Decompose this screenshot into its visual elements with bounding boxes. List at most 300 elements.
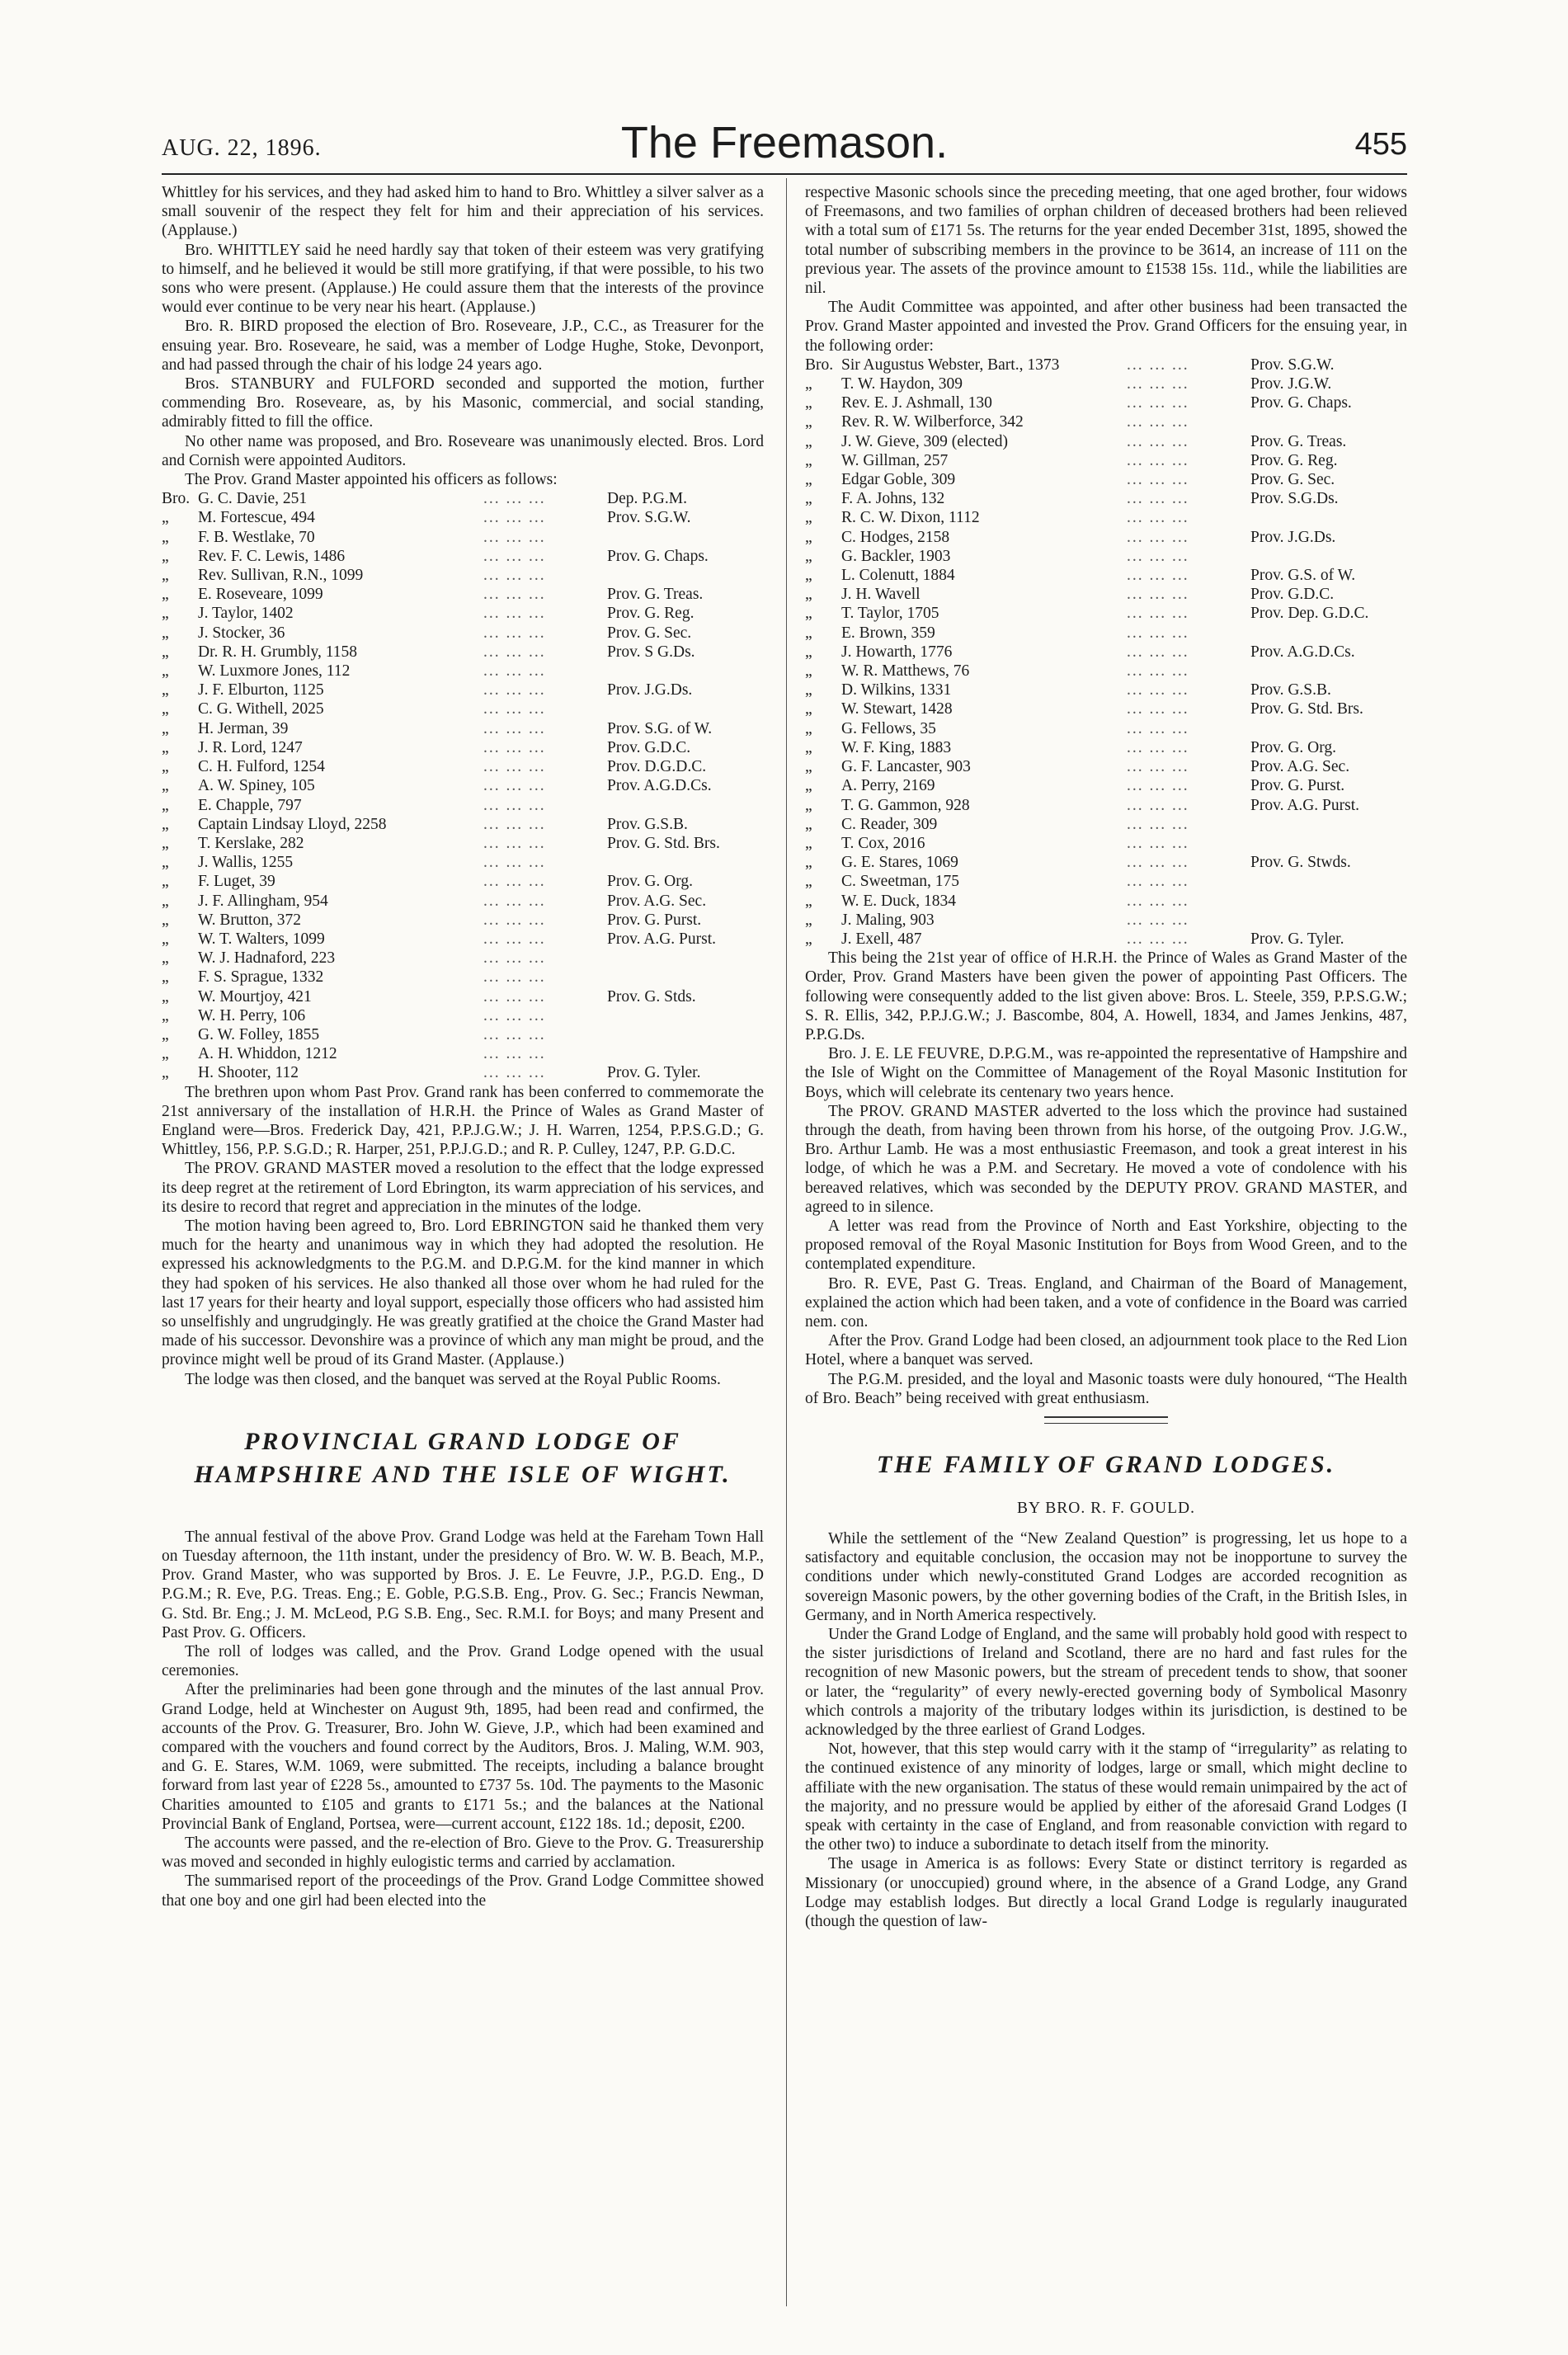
leader-dots: ... ... ... (1127, 892, 1189, 910)
officer-prefix: „ (162, 567, 169, 585)
officer-prefix: „ (162, 624, 169, 642)
leader-dots: ... ... ... (1127, 643, 1189, 661)
officer-name: E. Chapple, 797 (198, 796, 302, 814)
column-separator (786, 178, 787, 2306)
officer-row (162, 853, 764, 872)
paragraph: No other name was proposed, and Bro. Roseveare was unanimously elected. Bros. Lord and Cornish were appointed Auditors. (162, 432, 764, 469)
officer-office: Prov. G. Stwds. (1250, 854, 1351, 872)
page-number: 455 (1354, 127, 1407, 162)
officer-name: J. Exell, 487 (841, 930, 922, 948)
officer-name: T. Kerslake, 282 (198, 834, 304, 852)
leader-dots: ... ... ... (483, 490, 546, 508)
leader-dots: ... ... ... (483, 815, 546, 833)
officer-row (805, 412, 1407, 431)
leader-dots: ... ... ... (1127, 432, 1189, 450)
leader-dots: ... ... ... (483, 796, 546, 814)
paragraph: The PROV. GRAND MASTER adverted to the loss which the province had sustained through the death, from having been thrown from his horse, of the outgoing Prov. J.G.W., Bro. Arthur Lamb. He was a most enthusiastic Freemason, and took a great interest in his lodge, of which he was a P.M. and Secretary. He moved a vote of condolence with his bereaved relatives, which was seconded by the DEPUTY PROV. GRAND MASTER, and agreed to in silence. (805, 1102, 1407, 1216)
leader-dots: ... ... ... (1127, 413, 1189, 431)
officer-row (805, 834, 1407, 853)
officer-name: C. Sweetman, 175 (841, 873, 959, 891)
leader-dots: ... ... ... (1127, 356, 1189, 374)
leader-dots: ... ... ... (483, 968, 546, 987)
officer-office: Prov. D.G.D.C. (607, 758, 707, 776)
officer-name: T. G. Gammon, 928 (841, 796, 970, 814)
officer-prefix: „ (805, 930, 812, 948)
leader-dots: ... ... ... (483, 854, 546, 872)
officer-prefix: „ (805, 413, 812, 431)
officer-office: Dep. P.G.M. (607, 490, 687, 508)
officer-office: Prov. G. Tyler. (1250, 930, 1344, 948)
officer-office (607, 566, 764, 585)
officer-office: Prov. G. Std. Brs. (607, 834, 720, 852)
paragraph: The lodge was then closed, and the banquet was served at the Royal Public Rooms. (185, 1370, 721, 1388)
paragraph: The Prov. Grand Master appointed his officers as follows: (185, 471, 558, 489)
officer-name: Rev. R. W. Wilberforce, 342 (841, 413, 1024, 431)
paragraph: Bro. WHITTLEY said he need hardly say that token of their esteem was very gratifying to himself, and he believed it would be still more gratifying, if that were possible, to his two sons who were present. (Applause.) He could assure them that the interests of the province would ever continue to be very near his heart. (Applause.) (162, 241, 764, 317)
officer-prefix: „ (805, 854, 812, 872)
officer-prefix: „ (805, 375, 812, 393)
paragraph: The motion having been agreed to, Bro. Lord EBRINGTON said he thanked them very much for the hearty and unanimous way in which they had adopted the resolution. He expressed his acknowledgments to the P.G.M. and D.P.G.M. for the kind manner in which they had spoken of his services. He also thanked all those over whom he had ruled for the last 17 years for their hearty and loyal support, especially those officers who had assisted him so unselfishly and ungrudgingly. He was greatly gratified at the choice the Grand Master had made of his successor. Devonshire was a province of which any man might be proud, and the province might well be proud of its Grand Master. (Applause.) (162, 1217, 764, 1369)
leader-dots: ... ... ... (483, 834, 546, 852)
officer-name: H. Shooter, 112 (198, 1064, 299, 1082)
officer-office: Prov. G. Org. (607, 873, 694, 891)
officer-office (1250, 624, 1407, 643)
officer-row (162, 662, 764, 681)
officer-prefix: „ (805, 911, 812, 929)
officer-office: Prov. G. Treas. (1250, 432, 1347, 450)
officer-prefix: „ (162, 796, 169, 814)
leader-dots: ... ... ... (483, 930, 546, 948)
leader-dots: ... ... ... (1127, 854, 1189, 872)
officer-prefix: „ (805, 586, 812, 604)
officer-name: T. Taylor, 1705 (841, 605, 939, 623)
leader-dots: ... ... ... (1127, 586, 1189, 604)
leader-dots: ... ... ... (1127, 834, 1189, 852)
officer-office: Prov. S.G.Ds. (1250, 490, 1339, 508)
officer-office: Prov. G. Purst. (1250, 777, 1345, 795)
officer-name: J. R. Lord, 1247 (198, 738, 303, 756)
officer-row (162, 566, 764, 585)
officer-row (805, 566, 1407, 585)
paragraph: Bros. STANBURY and FULFORD seconded and supported the motion, further commending Bro. Roseveare, as, by his Masonic, commercial, and social standing, admirably fitted to fill the office. (162, 375, 764, 431)
leader-dots: ... ... ... (483, 681, 546, 699)
officer-office: Prov. G. Stds. (607, 987, 696, 1006)
leader-dots: ... ... ... (483, 624, 546, 642)
officer-office (607, 528, 764, 547)
officer-office: Prov. G. Chaps. (1250, 394, 1352, 412)
officer-row (805, 356, 1407, 374)
officer-prefix: „ (805, 605, 812, 623)
paragraph: After the preliminaries had been gone through and the minutes of the last annual Prov. Grand Lodge, held at Winchester on August 9th, 1895, had been read and confirmed, the accounts of the Prov. G. Treasurer, Bro. John W. Gieve, J.P., which had been examined and compared with the vouchers and found correct by the Auditors, Bros. J. Maling, W.M. 903, and G. E. Stares, W.M. 1069, were submitted. The receipts, including a balance brought forward from last year of £228 5s., amounted to £737 5s. 10d. The payments to the Masonic Charities amounted to £105 and grants to £171 5s.; and the balances at the National Provincial Bank of England, Portsea, were—current account, £122 18s. 1d.; deposit, £200. (162, 1681, 764, 1833)
officer-office (1250, 834, 1407, 853)
leader-dots: ... ... ... (483, 738, 546, 756)
officer-office: Prov. S G.Ds. (607, 643, 695, 661)
officer-row (805, 738, 1407, 757)
leader-dots: ... ... ... (1127, 451, 1189, 469)
officer-row (162, 911, 764, 930)
article-heading: PROVINCIAL GRAND LODGE OF HAMPSHIRE AND THE ISLE OF WIGHT. (194, 1427, 732, 1488)
officer-prefix: „ (805, 700, 812, 718)
officer-office: Prov. Dep. G.D.C. (1250, 605, 1369, 623)
officer-office: Prov. G. Treas. (607, 586, 704, 604)
officer-name: F. A. Johns, 132 (841, 490, 945, 508)
paragraph: The roll of lodges was called, and the Prov. Grand Lodge opened with the usual ceremonies. (162, 1643, 764, 1680)
officer-prefix: „ (162, 854, 169, 872)
officer-row (805, 911, 1407, 930)
officer-name: W. H. Perry, 106 (198, 1006, 306, 1024)
officer-row (162, 815, 764, 834)
officer-name: J. Wallis, 1255 (198, 854, 294, 872)
officer-office: Prov. J.G.W. (1250, 375, 1332, 393)
leader-dots: ... ... ... (1127, 930, 1189, 948)
leader-dots: ... ... ... (483, 911, 546, 929)
officer-name: A. W. Spiney, 105 (198, 777, 315, 795)
leader-dots: ... ... ... (483, 528, 546, 546)
officer-row (162, 528, 764, 547)
paragraph: The summarised report of the proceedings of the Prov. Grand Lodge Committee showed that one boy and one girl had been elected into the (162, 1872, 764, 1910)
leader-dots: ... ... ... (483, 892, 546, 910)
officer-office: Prov. A.G. Sec. (1250, 758, 1350, 776)
officer-row (805, 662, 1407, 681)
officer-name: J. Maling, 903 (841, 911, 935, 929)
officer-prefix: „ (805, 719, 812, 737)
officer-name: G. Fellows, 35 (841, 719, 936, 737)
officer-prefix: „ (162, 892, 169, 910)
leader-dots: ... ... ... (483, 777, 546, 795)
officer-prefix: „ (805, 490, 812, 508)
leader-dots: ... ... ... (483, 1064, 546, 1082)
leader-dots: ... ... ... (483, 662, 546, 681)
officer-row (162, 987, 764, 1006)
officer-office: Prov. G. Std. Brs. (1250, 700, 1363, 718)
officer-row (162, 949, 764, 968)
officer-prefix: „ (805, 471, 812, 489)
paragraph: A letter was read from the Province of North and East Yorkshire, objecting to the proposed removal of the Royal Masonic Institution for Boys from Wood Green, and to the contemplated expenditure. (805, 1217, 1407, 1274)
officer-office: Prov. G.S.B. (1250, 681, 1331, 699)
officer-prefix: „ (162, 605, 169, 623)
leader-dots: ... ... ... (483, 987, 546, 1006)
officer-row (805, 757, 1407, 776)
officer-row (162, 699, 764, 718)
officer-row (162, 1063, 764, 1082)
officer-row (162, 968, 764, 987)
officer-name: J. Taylor, 1402 (198, 605, 294, 623)
leader-dots: ... ... ... (1127, 509, 1189, 527)
paragraph: After the Prov. Grand Lodge had been closed, an adjournment took place to the Red Lion Hotel, where a banquet was served. (805, 1332, 1407, 1369)
officer-name: D. Wilkins, 1331 (841, 681, 952, 699)
officer-office: Prov. G. Reg. (1250, 451, 1338, 469)
officer-name: E. Roseveare, 1099 (198, 586, 323, 604)
leader-dots: ... ... ... (483, 1025, 546, 1043)
officer-row (162, 719, 764, 738)
officer-prefix: „ (162, 547, 169, 565)
officer-prefix: „ (805, 892, 812, 910)
officer-row (162, 834, 764, 853)
officer-row (162, 1025, 764, 1044)
officer-office (1250, 872, 1407, 891)
officer-name: W. Luxmore Jones, 112 (198, 662, 351, 681)
officer-name: R. C. W. Dixon, 1112 (841, 509, 980, 527)
officer-office: Prov. G. Org. (1250, 738, 1337, 756)
officer-office: Prov. A.G. Purst. (1250, 796, 1360, 814)
officer-prefix: „ (162, 777, 169, 795)
officer-name: Rev. E. J. Ashmall, 130 (841, 394, 992, 412)
officer-row (162, 1044, 764, 1063)
leader-dots: ... ... ... (1127, 796, 1189, 814)
officer-office (1250, 412, 1407, 431)
officer-row (162, 796, 764, 815)
officer-prefix: „ (805, 547, 812, 565)
officer-prefix: „ (805, 738, 812, 756)
officer-office: Prov. A.G.D.Cs. (607, 777, 712, 795)
officer-name: Rev. F. C. Lewis, 1486 (198, 547, 346, 565)
officer-name: G. F. Lancaster, 903 (841, 758, 971, 776)
officer-office (1250, 547, 1407, 566)
officer-name: W. F. King, 1883 (841, 738, 952, 756)
officer-row (805, 393, 1407, 412)
officer-office (607, 796, 764, 815)
officer-row (162, 776, 764, 795)
officer-office (1250, 911, 1407, 930)
officer-name: J. W. Gieve, 309 (elected) (841, 432, 1008, 450)
officer-name: J. F. Elburton, 1125 (198, 681, 324, 699)
officer-name: E. Brown, 359 (841, 624, 935, 642)
officer-office: Prov. G.S.B. (607, 815, 688, 833)
paragraph: This being the 21st year of office of H.R.H. the Prince of Wales as Grand Master of the Order, Prov. Grand Masters have been given the power of appointing Past Officers. The following were consequently added to the list given above: Bros. L. Steele, 359, P.P.S.G.W.; S. R. Ellis, 342, P.P.J.G.W.; J. Bascombe, 804, A. Howell, 1834, and James Jenkins, 487, P.P.G.Ds. (805, 949, 1407, 1043)
officer-name: Sir Augustus Webster, Bart., 1373 (841, 356, 1060, 374)
leader-dots: ... ... ... (483, 509, 546, 527)
masthead-title: The Freemason. (620, 118, 949, 167)
page-header (162, 114, 1407, 172)
officer-office: Prov. S.G. of W. (607, 719, 713, 737)
officer-prefix: „ (162, 758, 169, 776)
officer-row (805, 930, 1407, 949)
leader-dots: ... ... ... (483, 719, 546, 737)
officer-row (805, 432, 1407, 451)
officer-name: C. H. Fulford, 1254 (198, 758, 325, 776)
officer-prefix: „ (805, 509, 812, 527)
officer-row (805, 815, 1407, 834)
leader-dots: ... ... ... (1127, 471, 1189, 489)
officer-prefix: „ (162, 509, 169, 527)
officer-office (1250, 815, 1407, 834)
officer-prefix: „ (805, 777, 812, 795)
paragraph: respective Masonic schools since the preceding meeting, that one aged brother, four widows of Freemasons, and two families of orphan children of deceased brothers had been relieved with a total sum of £171 5s. The returns for the year ended December 31st, 1895, showed the total number of subscribing members in the province to be 3614, an increase of 111 on the previous year. The assets of the province amount to £1538 15s. 11d., while the liabilities are nil. (805, 184, 1407, 298)
paragraph: The usage in America is as follows: Every State or distinct territory is regarded as Missionary (or unoccupied) ground where, in the absence of a Grand Lodge, any Grand Lodge may establish lodges. But directly a local Grand Lodge is regularly inaugurated (though the question of law- (805, 1855, 1407, 1931)
officer-name: J. Stocker, 36 (198, 624, 285, 642)
section-divider (1044, 1416, 1168, 1424)
leader-dots: ... ... ... (1127, 375, 1189, 393)
paragraph: The accounts were passed, and the re-election of Bro. Gieve to the Prov. G. Treasurership was moved and seconded in highly eulogistic terms and carried by acclamation. (162, 1835, 764, 1872)
officer-row (162, 547, 764, 566)
officer-prefix: „ (162, 700, 169, 718)
officer-prefix: „ (805, 432, 812, 450)
officer-row (162, 681, 764, 699)
officer-row (805, 451, 1407, 470)
officer-prefix: „ (162, 662, 169, 681)
officer-prefix: „ (162, 968, 169, 987)
officer-name: H. Jerman, 39 (198, 719, 289, 737)
officer-prefix: „ (162, 911, 169, 929)
officer-office: Prov. A.G. Sec. (607, 892, 707, 910)
officer-prefix: „ (162, 738, 169, 756)
officer-row (805, 528, 1407, 547)
officer-office: Prov. G.S. of W. (1250, 567, 1356, 585)
officer-name: J. H. Wavell (841, 586, 921, 604)
officer-name: A. Perry, 2169 (841, 777, 935, 795)
paragraph: Bro. R. EVE, Past G. Treas. England, and Chairman of the Board of Management, explained the action which had been taken, and a vote of confidence in the Board was carried nem. con. (805, 1274, 1407, 1331)
officer-row (162, 643, 764, 662)
officer-row (162, 892, 764, 911)
officer-row (805, 604, 1407, 623)
leader-dots: ... ... ... (1127, 815, 1189, 833)
officer-name: L. Colenutt, 1884 (841, 567, 955, 585)
officer-row (805, 719, 1407, 738)
officer-name: W. Stewart, 1428 (841, 700, 953, 718)
paragraph: The PROV. GRAND MASTER moved a resolution to the effect that the lodge expressed its deep regret at the retirement of Lord Ebrington, its warm appreciation of his services, and its desire to record that regret and appreciation in the minutes of the lodge. (162, 1160, 764, 1216)
officer-row (162, 738, 764, 757)
officer-office (607, 699, 764, 718)
officer-prefix: „ (162, 1064, 169, 1082)
officer-name: J. Howarth, 1776 (841, 643, 953, 661)
officer-prefix: „ (805, 394, 812, 412)
officer-name: G. Backler, 1903 (841, 547, 951, 565)
leader-dots: ... ... ... (483, 1006, 546, 1024)
officer-office: Prov. G.D.C. (1250, 586, 1335, 604)
leader-dots: ... ... ... (1127, 490, 1189, 508)
officer-prefix: „ (805, 815, 812, 833)
paragraph: Bro. J. E. LE FEUVRE, D.P.G.M., was re-appointed the representative of Hampshire and the Isle of Wight on the Committee of Management of the Royal Masonic Institution for Boys, which will celebrate its centenary two years hence. (805, 1045, 1407, 1101)
officer-prefix: „ (162, 1045, 169, 1063)
leader-dots: ... ... ... (1127, 681, 1189, 699)
officer-row (162, 604, 764, 623)
leader-dots: ... ... ... (1127, 624, 1189, 642)
officer-prefix: „ (805, 796, 812, 814)
officer-office: Prov. G. Sec. (607, 624, 692, 642)
officer-name: W. Brutton, 372 (198, 911, 301, 929)
officer-office: Prov. G. Reg. (607, 605, 695, 623)
officer-name: G. E. Stares, 1069 (841, 854, 958, 872)
officer-name: C. Hodges, 2158 (841, 528, 950, 546)
officer-row (162, 585, 764, 604)
officer-office: Prov. G.D.C. (607, 738, 691, 756)
officer-name: W. T. Walters, 1099 (198, 930, 325, 948)
officer-name: W. R. Matthews, 76 (841, 662, 970, 681)
officer-name: Edgar Goble, 309 (841, 471, 956, 489)
leader-dots: ... ... ... (1127, 777, 1189, 795)
officer-office: Prov. A.G. Purst. (607, 930, 717, 948)
officer-row (805, 489, 1407, 508)
officer-office (1250, 662, 1407, 681)
officer-row (805, 374, 1407, 393)
officer-row (162, 508, 764, 527)
officer-name: W. Mourtjoy, 421 (198, 987, 312, 1006)
leader-dots: ... ... ... (1127, 662, 1189, 681)
leader-dots: ... ... ... (483, 873, 546, 891)
leader-dots: ... ... ... (483, 949, 546, 968)
officer-prefix: „ (162, 1025, 169, 1043)
officer-prefix: „ (162, 643, 169, 661)
officer-name: T. W. Haydon, 309 (841, 375, 963, 393)
right-column (805, 183, 1407, 1931)
officer-list (805, 356, 1407, 949)
paragraph: Bro. R. BIRD proposed the election of Bro. Roseveare, J.P., C.C., as Treasurer for the ensuing year. Bro. Roseveare, he said, was a member of Lodge Hughe, Stoke, Devonport, and had passed through the chair of his lodge 24 years ago. (162, 318, 764, 374)
officer-prefix: „ (805, 834, 812, 852)
officer-name: C. Reader, 309 (841, 815, 938, 833)
officer-row (805, 699, 1407, 718)
officer-name: A. H. Whiddon, 1212 (198, 1045, 337, 1063)
officer-name: W. Gillman, 257 (841, 451, 949, 469)
officer-name: C. G. Withell, 2025 (198, 700, 324, 718)
officer-row (162, 1006, 764, 1025)
officer-office (607, 662, 764, 681)
issue-date: AUG. 22, 1896. (162, 135, 322, 161)
leader-dots: ... ... ... (1127, 758, 1189, 776)
leader-dots: ... ... ... (483, 643, 546, 661)
officer-prefix: „ (162, 586, 169, 604)
officer-prefix: „ (162, 834, 169, 852)
leader-dots: ... ... ... (1127, 719, 1189, 737)
officer-prefix: „ (162, 528, 169, 546)
paragraph: The brethren upon whom Past Prov. Grand rank has been conferred to commemorate the 21st anniversary of the installation of H.R.H. the Prince of Wales as Grand Master of England were—Bros. Frederick Day, 421, P.P.J.G.W.; J. H. Warren, 1254, P.P.S.G.D.; G. Whittley, 156, P.P. S.G.D.; R. Harper, 251, P.P.J.G.D.; and R. P. Culley, 1247, P.P. G.D.C. (162, 1083, 764, 1159)
officer-name: Rev. Sullivan, R.N., 1099 (198, 567, 364, 585)
officer-prefix: „ (805, 681, 812, 699)
officer-office: Prov. G. Purst. (607, 911, 702, 929)
officer-prefix: „ (162, 719, 169, 737)
paragraph: Under the Grand Lodge of England, and the same will probably hold good with respect to the sister jurisdictions of Ireland and Scotland, there are no hard and fast rules for the recognition of new Masonic powers, but the stream of precedent tends to show, that sooner or later, the “regularity” of every newly-erected governing body of Symbolical Masonry which controls a majority of the tributary lodges within its jurisdiction, is destined to be acknowledged by the three earliest of Grand Lodges. (805, 1626, 1407, 1740)
paragraph: Not, however, that this step would carry with it the stamp of “irregularity” as relating to the continued existence of any minority of lodges, large or small, which might decline to affiliate with the new organisation. The status of these would remain unimpaired by the act of the majority, and no pressure would be applied by either of the aforesaid Grand Lodges (I speak with certainty in the case of England, and from reasonable conviction with regard to the other two) to induce a subordinate to detach itself from the minority. (805, 1740, 1407, 1854)
officer-list (162, 489, 764, 1082)
officer-row (805, 547, 1407, 566)
officer-name: F. B. Westlake, 70 (198, 528, 315, 546)
officer-row (805, 853, 1407, 872)
paragraph: The annual festival of the above Prov. Grand Lodge was held at the Fareham Town Hall on Tuesday afternoon, the 11th instant, under the presidency of Bro. W. W. B. Beach, M.P., Prov. Grand Master, who was supported by Bros. J. E. Le Feuvre, J.P., P.G.D. Eng., D P.G.M.; R. Eve, P.G. Treas. Eng.; E. Goble, P.G.S.B. Eng., Prov. G. Sec.; Francis Newman, G. Std. Br. Eng.; J. M. McLeod, P.G S.B. Eng., Sec. R.M.I. for Boys; and many Present and Past Prov. G. Officers. (162, 1528, 764, 1641)
officer-name: J. F. Allingham, 954 (198, 892, 328, 910)
officer-prefix: „ (805, 451, 812, 469)
byline: BY BRO. R. F. GOULD. (1017, 1500, 1195, 1517)
officer-office: Prov. G. Tyler. (607, 1064, 701, 1082)
officer-office (607, 853, 764, 872)
officer-office (607, 968, 764, 987)
officer-row (805, 796, 1407, 815)
officer-row (162, 930, 764, 949)
officer-row (805, 470, 1407, 489)
officer-row (805, 643, 1407, 662)
officer-office (607, 949, 764, 968)
officer-office: Prov. A.G.D.Cs. (1250, 643, 1355, 661)
officer-name: G. C. Davie, 251 (198, 490, 308, 508)
officer-name: F. Luget, 39 (198, 873, 275, 891)
officer-office (1250, 892, 1407, 911)
leader-dots: ... ... ... (1127, 738, 1189, 756)
officer-prefix: „ (162, 873, 169, 891)
officer-prefix: „ (805, 528, 812, 546)
officer-office (1250, 719, 1407, 738)
paragraph: Whittley for his services, and they had asked him to hand to Bro. Whittley a silver salver as a small souvenir of the respect they felt for him and their appreciation of his services. (Applause.) (162, 184, 764, 240)
officer-office: Prov. J.G.Ds. (1250, 528, 1336, 546)
officer-name: M. Fortescue, 494 (198, 509, 315, 527)
officer-office: Prov. J.G.Ds. (607, 681, 693, 699)
officer-prefix: „ (805, 662, 812, 681)
article-heading: THE FAMILY OF GRAND LODGES. (876, 1451, 1336, 1478)
officer-prefix: „ (805, 624, 812, 642)
leader-dots: ... ... ... (483, 586, 546, 604)
paragraph: The P.G.M. presided, and the loyal and Masonic toasts were duly honoured, “The Health of Bro. Beach” being received with great enthusiasm. (805, 1370, 1407, 1407)
leader-dots: ... ... ... (1127, 528, 1189, 546)
officer-prefix: Bro. (162, 490, 191, 508)
officer-prefix: Bro. (805, 356, 834, 374)
leader-dots: ... ... ... (1127, 873, 1189, 891)
